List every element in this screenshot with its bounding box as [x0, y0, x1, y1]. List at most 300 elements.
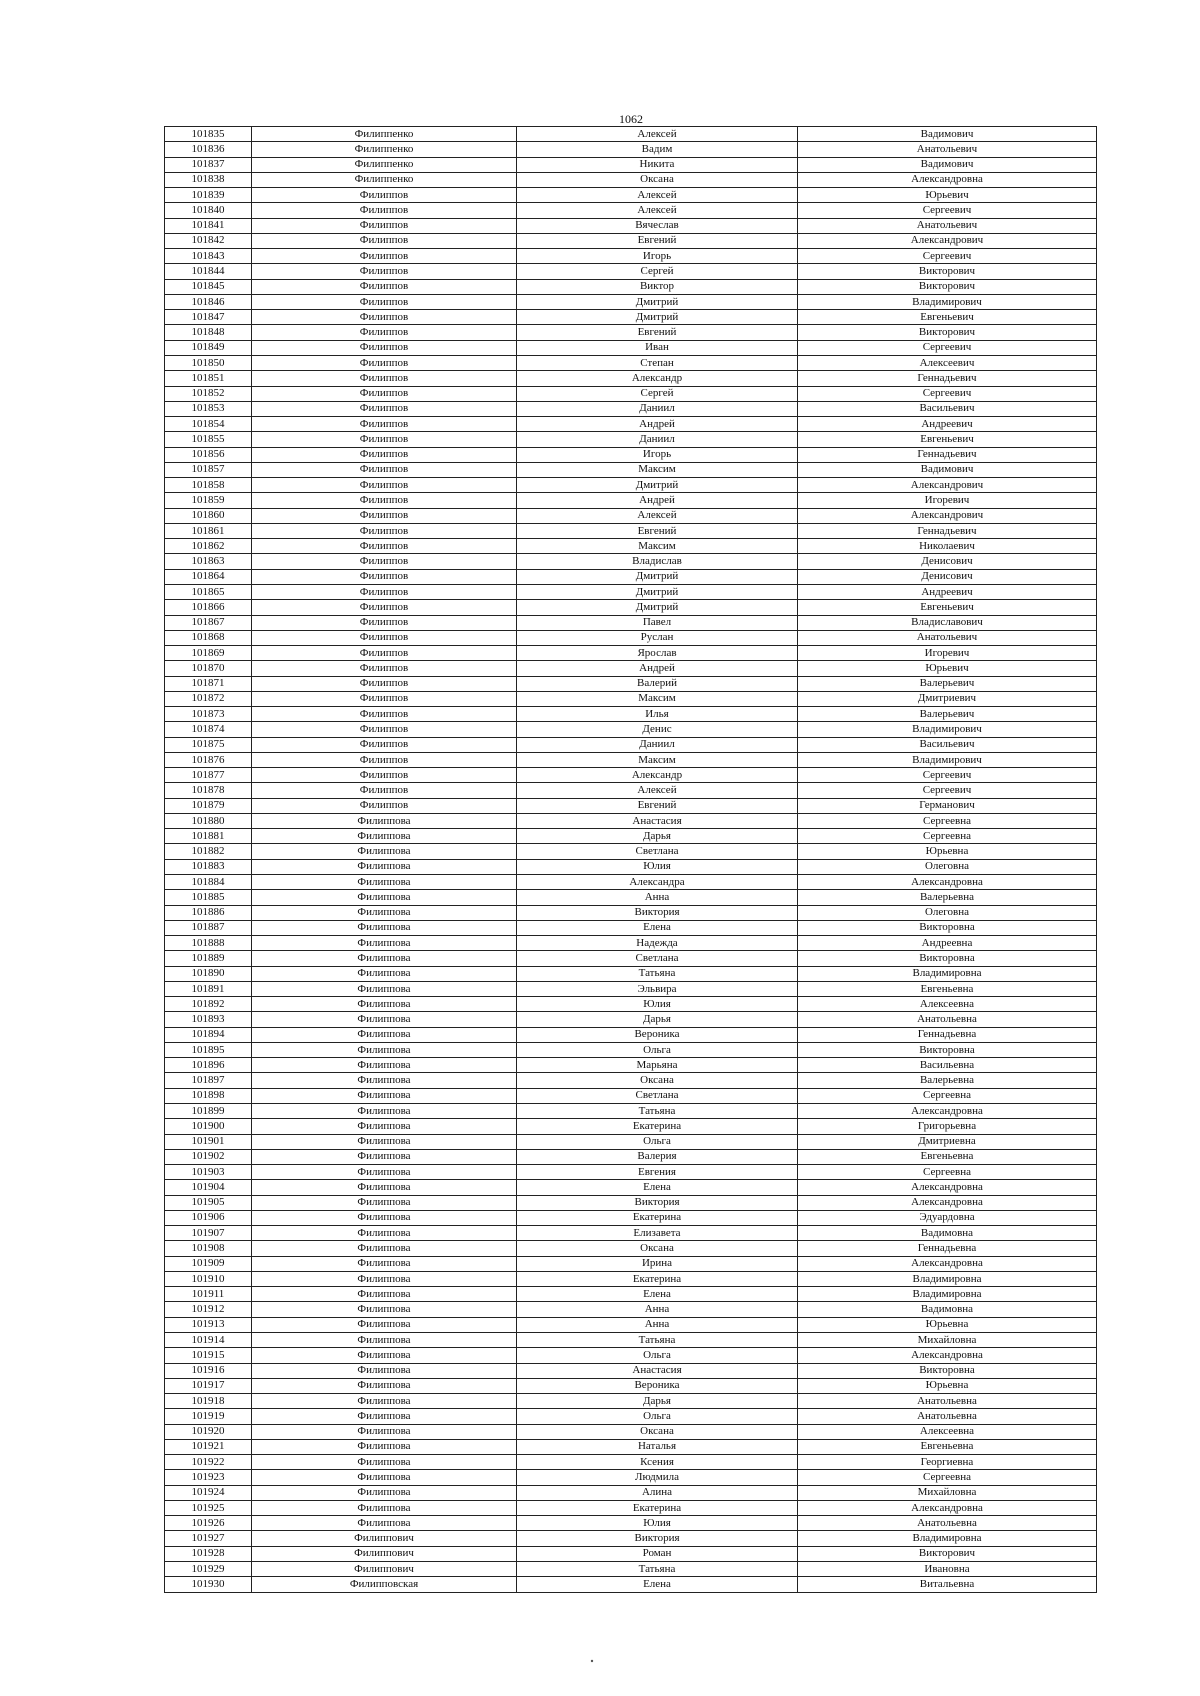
record-number-cell: 101870	[165, 661, 252, 676]
table-row	[165, 1180, 1097, 1195]
record-number-cell: 101907	[165, 1226, 252, 1241]
first-name-cell: Вероника	[517, 1027, 798, 1042]
patronymic-cell: Вадимовна	[798, 1226, 1097, 1241]
record-number-cell: 101920	[165, 1424, 252, 1439]
first-name-cell: Дмитрий	[517, 584, 798, 599]
first-name-cell: Екатерина	[517, 1500, 798, 1515]
last-name-cell: Филиппова	[252, 1332, 517, 1347]
last-name-cell: Филиппов	[252, 249, 517, 264]
first-name-cell: Евгений	[517, 798, 798, 813]
table-row	[165, 1149, 1097, 1164]
first-name-cell: Татьяна	[517, 1332, 798, 1347]
table-row	[165, 981, 1097, 996]
record-number-cell: 101896	[165, 1058, 252, 1073]
table-row	[165, 1561, 1097, 1576]
last-name-cell: Филиппенко	[252, 157, 517, 172]
patronymic-cell: Сергеевна	[798, 829, 1097, 844]
last-name-cell: Филиппова	[252, 1439, 517, 1454]
table-row	[165, 936, 1097, 951]
table-row	[165, 1546, 1097, 1561]
table-row	[165, 1134, 1097, 1149]
table-row	[165, 966, 1097, 981]
record-number-cell: 101925	[165, 1500, 252, 1515]
record-number-cell: 101841	[165, 218, 252, 233]
patronymic-cell: Александровна	[798, 1195, 1097, 1210]
patronymic-cell: Александровна	[798, 1104, 1097, 1119]
record-number-cell: 101867	[165, 615, 252, 630]
table-row	[165, 157, 1097, 172]
patronymic-cell: Евгеньевич	[798, 310, 1097, 325]
patronymic-cell: Владиславович	[798, 615, 1097, 630]
patronymic-cell: Геннадьевич	[798, 447, 1097, 462]
record-number-cell: 101850	[165, 355, 252, 370]
table-row	[165, 829, 1097, 844]
table-row	[165, 646, 1097, 661]
table-row	[165, 584, 1097, 599]
record-number-cell: 101866	[165, 600, 252, 615]
patronymic-cell: Анатольевич	[798, 630, 1097, 645]
patronymic-cell: Анатольевна	[798, 1516, 1097, 1531]
first-name-cell: Максим	[517, 462, 798, 477]
record-number-cell: 101840	[165, 203, 252, 218]
table-row	[165, 386, 1097, 401]
table-row	[165, 1271, 1097, 1286]
last-name-cell: Филиппов	[252, 188, 517, 203]
patronymic-cell: Викторовна	[798, 1042, 1097, 1057]
last-name-cell: Филиппова	[252, 1378, 517, 1393]
first-name-cell: Дмитрий	[517, 600, 798, 615]
first-name-cell: Светлана	[517, 1088, 798, 1103]
table-row	[165, 1485, 1097, 1500]
first-name-cell: Юлия	[517, 1516, 798, 1531]
patronymic-cell: Владимирович	[798, 722, 1097, 737]
first-name-cell: Виктор	[517, 279, 798, 294]
last-name-cell: Филиппова	[252, 859, 517, 874]
table-row	[165, 401, 1097, 416]
patronymic-cell: Анатольевна	[798, 1409, 1097, 1424]
first-name-cell: Ярослав	[517, 646, 798, 661]
table-row	[165, 340, 1097, 355]
record-number-cell: 101913	[165, 1317, 252, 1332]
last-name-cell: Филиппов	[252, 508, 517, 523]
record-number-cell: 101837	[165, 157, 252, 172]
table-row	[165, 218, 1097, 233]
table-row	[165, 875, 1097, 890]
last-name-cell: Филиппова	[252, 1348, 517, 1363]
last-name-cell: Филиппова	[252, 1180, 517, 1195]
record-number-cell: 101877	[165, 768, 252, 783]
patronymic-cell: Анатольевна	[798, 1012, 1097, 1027]
table-row	[165, 1042, 1097, 1057]
patronymic-cell: Евгеньевна	[798, 1439, 1097, 1454]
patronymic-cell: Александровна	[798, 1500, 1097, 1515]
record-number-cell: 101858	[165, 478, 252, 493]
record-number-cell: 101893	[165, 1012, 252, 1027]
last-name-cell: Филиппов	[252, 569, 517, 584]
last-name-cell: Филиппова	[252, 1363, 517, 1378]
first-name-cell: Екатерина	[517, 1271, 798, 1286]
record-number-cell: 101868	[165, 630, 252, 645]
record-number-cell: 101871	[165, 676, 252, 691]
table-row	[165, 1531, 1097, 1546]
patronymic-cell: Денисович	[798, 569, 1097, 584]
record-number-cell: 101915	[165, 1348, 252, 1363]
table-row	[165, 1104, 1097, 1119]
table-row	[165, 279, 1097, 294]
table-row	[165, 523, 1097, 538]
record-number-cell: 101922	[165, 1455, 252, 1470]
patronymic-cell: Евгеньевна	[798, 1149, 1097, 1164]
last-name-cell: Филиппов	[252, 691, 517, 706]
table-row	[165, 493, 1097, 508]
table-row	[165, 447, 1097, 462]
last-name-cell: Филиппов	[252, 661, 517, 676]
last-name-cell: Филиппович	[252, 1531, 517, 1546]
patronymic-cell: Сергеевич	[798, 783, 1097, 798]
record-number-cell: 101842	[165, 233, 252, 248]
record-number-cell: 101880	[165, 813, 252, 828]
record-number-cell: 101853	[165, 401, 252, 416]
patronymic-cell: Юрьевна	[798, 844, 1097, 859]
patronymic-cell: Владимировна	[798, 1287, 1097, 1302]
table-row	[165, 1470, 1097, 1485]
first-name-cell: Дмитрий	[517, 310, 798, 325]
patronymic-cell: Владимировна	[798, 966, 1097, 981]
first-name-cell: Виктория	[517, 1531, 798, 1546]
last-name-cell: Филиппова	[252, 1195, 517, 1210]
last-name-cell: Филиппов	[252, 310, 517, 325]
patronymic-cell: Васильевна	[798, 1058, 1097, 1073]
record-number-cell: 101929	[165, 1561, 252, 1576]
table-row	[165, 1394, 1097, 1409]
first-name-cell: Александра	[517, 875, 798, 890]
patronymic-cell: Сергеевна	[798, 1470, 1097, 1485]
table-row	[165, 997, 1097, 1012]
table-row	[165, 1577, 1097, 1592]
first-name-cell: Надежда	[517, 936, 798, 951]
table-row	[165, 1210, 1097, 1225]
record-number-cell: 101886	[165, 905, 252, 920]
first-name-cell: Наталья	[517, 1439, 798, 1454]
last-name-cell: Филиппова	[252, 951, 517, 966]
patronymic-cell: Вадимович	[798, 127, 1097, 142]
patronymic-cell: Анатольевна	[798, 1394, 1097, 1409]
record-number-cell: 101854	[165, 417, 252, 432]
first-name-cell: Марьяна	[517, 1058, 798, 1073]
patronymic-cell: Сергеевич	[798, 340, 1097, 355]
patronymic-cell: Валерьевна	[798, 890, 1097, 905]
first-name-cell: Виктория	[517, 905, 798, 920]
patronymic-cell: Витальевна	[798, 1577, 1097, 1592]
record-number-cell: 101860	[165, 508, 252, 523]
record-number-cell: 101874	[165, 722, 252, 737]
patronymic-cell: Игоревич	[798, 493, 1097, 508]
first-name-cell: Ольга	[517, 1042, 798, 1057]
table-row	[165, 294, 1097, 309]
record-number-cell: 101917	[165, 1378, 252, 1393]
last-name-cell: Филиппова	[252, 1042, 517, 1057]
last-name-cell: Филиппов	[252, 722, 517, 737]
table-row	[165, 1195, 1097, 1210]
record-number-cell: 101884	[165, 875, 252, 890]
record-number-cell: 101908	[165, 1241, 252, 1256]
patronymic-cell: Геннадьевич	[798, 523, 1097, 538]
patronymic-cell: Олеговна	[798, 859, 1097, 874]
table-row	[165, 1439, 1097, 1454]
patronymic-cell: Владимирович	[798, 294, 1097, 309]
table-row	[165, 676, 1097, 691]
first-name-cell: Татьяна	[517, 966, 798, 981]
patronymic-cell: Михайловна	[798, 1485, 1097, 1500]
first-name-cell: Максим	[517, 752, 798, 767]
patronymic-cell: Викторович	[798, 325, 1097, 340]
first-name-cell: Екатерина	[517, 1210, 798, 1225]
last-name-cell: Филиппова	[252, 966, 517, 981]
record-number-cell: 101875	[165, 737, 252, 752]
first-name-cell: Алексей	[517, 203, 798, 218]
last-name-cell: Филиппова	[252, 1394, 517, 1409]
last-name-cell: Филиппова	[252, 875, 517, 890]
record-number-cell: 101878	[165, 783, 252, 798]
table-row	[165, 630, 1097, 645]
record-number-cell: 101904	[165, 1180, 252, 1195]
first-name-cell: Дмитрий	[517, 294, 798, 309]
table-row	[165, 783, 1097, 798]
patronymic-cell: Сергеевич	[798, 768, 1097, 783]
last-name-cell: Филиппова	[252, 1455, 517, 1470]
record-number-cell: 101927	[165, 1531, 252, 1546]
last-name-cell: Филиппов	[252, 554, 517, 569]
first-name-cell: Анна	[517, 890, 798, 905]
first-name-cell: Сергей	[517, 264, 798, 279]
patronymic-cell: Германович	[798, 798, 1097, 813]
table-row	[165, 355, 1097, 370]
table-row	[165, 1348, 1097, 1363]
patronymic-cell: Валерьевна	[798, 1073, 1097, 1088]
first-name-cell: Вячеслав	[517, 218, 798, 233]
patronymic-cell: Юрьевич	[798, 188, 1097, 203]
table-row	[165, 737, 1097, 752]
last-name-cell: Филиппов	[252, 340, 517, 355]
first-name-cell: Андрей	[517, 661, 798, 676]
patronymic-cell: Андреевич	[798, 584, 1097, 599]
table-row	[165, 127, 1097, 142]
patronymic-cell: Алексеевич	[798, 355, 1097, 370]
first-name-cell: Вадим	[517, 142, 798, 157]
last-name-cell: Филиппенко	[252, 142, 517, 157]
record-number-cell: 101835	[165, 127, 252, 142]
record-number-cell: 101879	[165, 798, 252, 813]
table-row	[165, 1012, 1097, 1027]
table-row	[165, 233, 1097, 248]
first-name-cell: Евгений	[517, 233, 798, 248]
table-row	[165, 1088, 1097, 1103]
record-number-cell: 101863	[165, 554, 252, 569]
last-name-cell: Филиппович	[252, 1561, 517, 1576]
first-name-cell: Никита	[517, 157, 798, 172]
patronymic-cell: Денисович	[798, 554, 1097, 569]
record-number-cell: 101900	[165, 1119, 252, 1134]
record-number-cell: 101881	[165, 829, 252, 844]
last-name-cell: Филиппов	[252, 737, 517, 752]
patronymic-cell: Сергеевич	[798, 386, 1097, 401]
table-row	[165, 661, 1097, 676]
last-name-cell: Филиппова	[252, 1287, 517, 1302]
patronymic-cell: Андреевич	[798, 417, 1097, 432]
table-row	[165, 859, 1097, 874]
last-name-cell: Филиппова	[252, 1516, 517, 1531]
last-name-cell: Филиппов	[252, 355, 517, 370]
record-number-cell: 101888	[165, 936, 252, 951]
first-name-cell: Даниил	[517, 737, 798, 752]
first-name-cell: Алексей	[517, 188, 798, 203]
first-name-cell: Елизавета	[517, 1226, 798, 1241]
table-row	[165, 1500, 1097, 1515]
first-name-cell: Алексей	[517, 127, 798, 142]
table-row	[165, 1256, 1097, 1271]
last-name-cell: Филиппов	[252, 539, 517, 554]
last-name-cell: Филиппов	[252, 707, 517, 722]
patronymic-cell: Олеговна	[798, 905, 1097, 920]
last-name-cell: Филиппова	[252, 1134, 517, 1149]
last-name-cell: Филиппов	[252, 447, 517, 462]
table-row	[165, 1317, 1097, 1332]
scan-speck	[591, 1660, 593, 1662]
first-name-cell: Анна	[517, 1317, 798, 1332]
record-number-cell: 101856	[165, 447, 252, 462]
last-name-cell: Филиппова	[252, 997, 517, 1012]
record-number-cell: 101865	[165, 584, 252, 599]
record-number-cell: 101924	[165, 1485, 252, 1500]
patronymic-cell: Евгеньевна	[798, 981, 1097, 996]
table-row	[165, 813, 1097, 828]
last-name-cell: Филипповская	[252, 1577, 517, 1592]
table-row	[165, 1302, 1097, 1317]
first-name-cell: Вероника	[517, 1378, 798, 1393]
first-name-cell: Евгений	[517, 325, 798, 340]
record-number-cell: 101855	[165, 432, 252, 447]
last-name-cell: Филиппов	[252, 600, 517, 615]
first-name-cell: Татьяна	[517, 1104, 798, 1119]
patronymic-cell: Сергеевна	[798, 813, 1097, 828]
names-table	[164, 126, 1097, 1593]
record-number-cell: 101851	[165, 371, 252, 386]
last-name-cell: Филиппов	[252, 218, 517, 233]
patronymic-cell: Вадимович	[798, 157, 1097, 172]
patronymic-cell: Михайловна	[798, 1332, 1097, 1347]
record-number-cell: 101899	[165, 1104, 252, 1119]
first-name-cell: Оксана	[517, 1424, 798, 1439]
last-name-cell: Филиппов	[252, 752, 517, 767]
first-name-cell: Дмитрий	[517, 478, 798, 493]
first-name-cell: Игорь	[517, 447, 798, 462]
last-name-cell: Филиппова	[252, 1409, 517, 1424]
first-name-cell: Юлия	[517, 997, 798, 1012]
first-name-cell: Ольга	[517, 1409, 798, 1424]
first-name-cell: Юлия	[517, 859, 798, 874]
patronymic-cell: Викторовна	[798, 1363, 1097, 1378]
record-number-cell: 101901	[165, 1134, 252, 1149]
last-name-cell: Филиппов	[252, 523, 517, 538]
patronymic-cell: Геннадьевна	[798, 1027, 1097, 1042]
record-number-cell: 101876	[165, 752, 252, 767]
last-name-cell: Филиппова	[252, 829, 517, 844]
last-name-cell: Филиппов	[252, 615, 517, 630]
patronymic-cell: Николаевич	[798, 539, 1097, 554]
first-name-cell: Анна	[517, 1302, 798, 1317]
patronymic-cell: Эдуардовна	[798, 1210, 1097, 1225]
patronymic-cell: Александровна	[798, 1348, 1097, 1363]
patronymic-cell: Дмитриевич	[798, 691, 1097, 706]
table-row	[165, 1165, 1097, 1180]
patronymic-cell: Вадимович	[798, 462, 1097, 477]
last-name-cell: Филиппов	[252, 493, 517, 508]
table-row	[165, 1455, 1097, 1470]
patronymic-cell: Геннадьевич	[798, 371, 1097, 386]
patronymic-cell: Вадимовна	[798, 1302, 1097, 1317]
patronymic-cell: Викторовна	[798, 951, 1097, 966]
record-number-cell: 101846	[165, 294, 252, 309]
last-name-cell: Филиппова	[252, 936, 517, 951]
record-number-cell: 101905	[165, 1195, 252, 1210]
table-row	[165, 203, 1097, 218]
table-row	[165, 798, 1097, 813]
table-row	[165, 768, 1097, 783]
last-name-cell: Филиппова	[252, 1058, 517, 1073]
last-name-cell: Филиппенко	[252, 127, 517, 142]
patronymic-cell: Викторович	[798, 264, 1097, 279]
patronymic-cell: Евгеньевич	[798, 432, 1097, 447]
table-row	[165, 1287, 1097, 1302]
patronymic-cell: Анатольевич	[798, 218, 1097, 233]
record-number-cell: 101852	[165, 386, 252, 401]
table-row	[165, 691, 1097, 706]
first-name-cell: Дарья	[517, 829, 798, 844]
record-number-cell: 101864	[165, 569, 252, 584]
table-row	[165, 1363, 1097, 1378]
last-name-cell: Филиппова	[252, 813, 517, 828]
record-number-cell: 101887	[165, 920, 252, 935]
table-row	[165, 1073, 1097, 1088]
last-name-cell: Филиппов	[252, 676, 517, 691]
first-name-cell: Анастасия	[517, 1363, 798, 1378]
record-number-cell: 101882	[165, 844, 252, 859]
patronymic-cell: Владимирович	[798, 752, 1097, 767]
record-number-cell: 101912	[165, 1302, 252, 1317]
table-row	[165, 920, 1097, 935]
patronymic-cell: Викторович	[798, 279, 1097, 294]
record-number-cell: 101923	[165, 1470, 252, 1485]
table-row	[165, 172, 1097, 187]
last-name-cell: Филиппова	[252, 981, 517, 996]
table-row	[165, 1378, 1097, 1393]
last-name-cell: Филиппов	[252, 478, 517, 493]
first-name-cell: Алексей	[517, 508, 798, 523]
last-name-cell: Филиппов	[252, 798, 517, 813]
table-row	[165, 1027, 1097, 1042]
table-body	[165, 127, 1097, 1593]
first-name-cell: Руслан	[517, 630, 798, 645]
first-name-cell: Татьяна	[517, 1561, 798, 1576]
patronymic-cell: Александровна	[798, 875, 1097, 890]
table-row	[165, 905, 1097, 920]
first-name-cell: Степан	[517, 355, 798, 370]
first-name-cell: Валерия	[517, 1149, 798, 1164]
record-number-cell: 101903	[165, 1165, 252, 1180]
table-row	[165, 1409, 1097, 1424]
last-name-cell: Филиппова	[252, 844, 517, 859]
patronymic-cell: Владимировна	[798, 1271, 1097, 1286]
